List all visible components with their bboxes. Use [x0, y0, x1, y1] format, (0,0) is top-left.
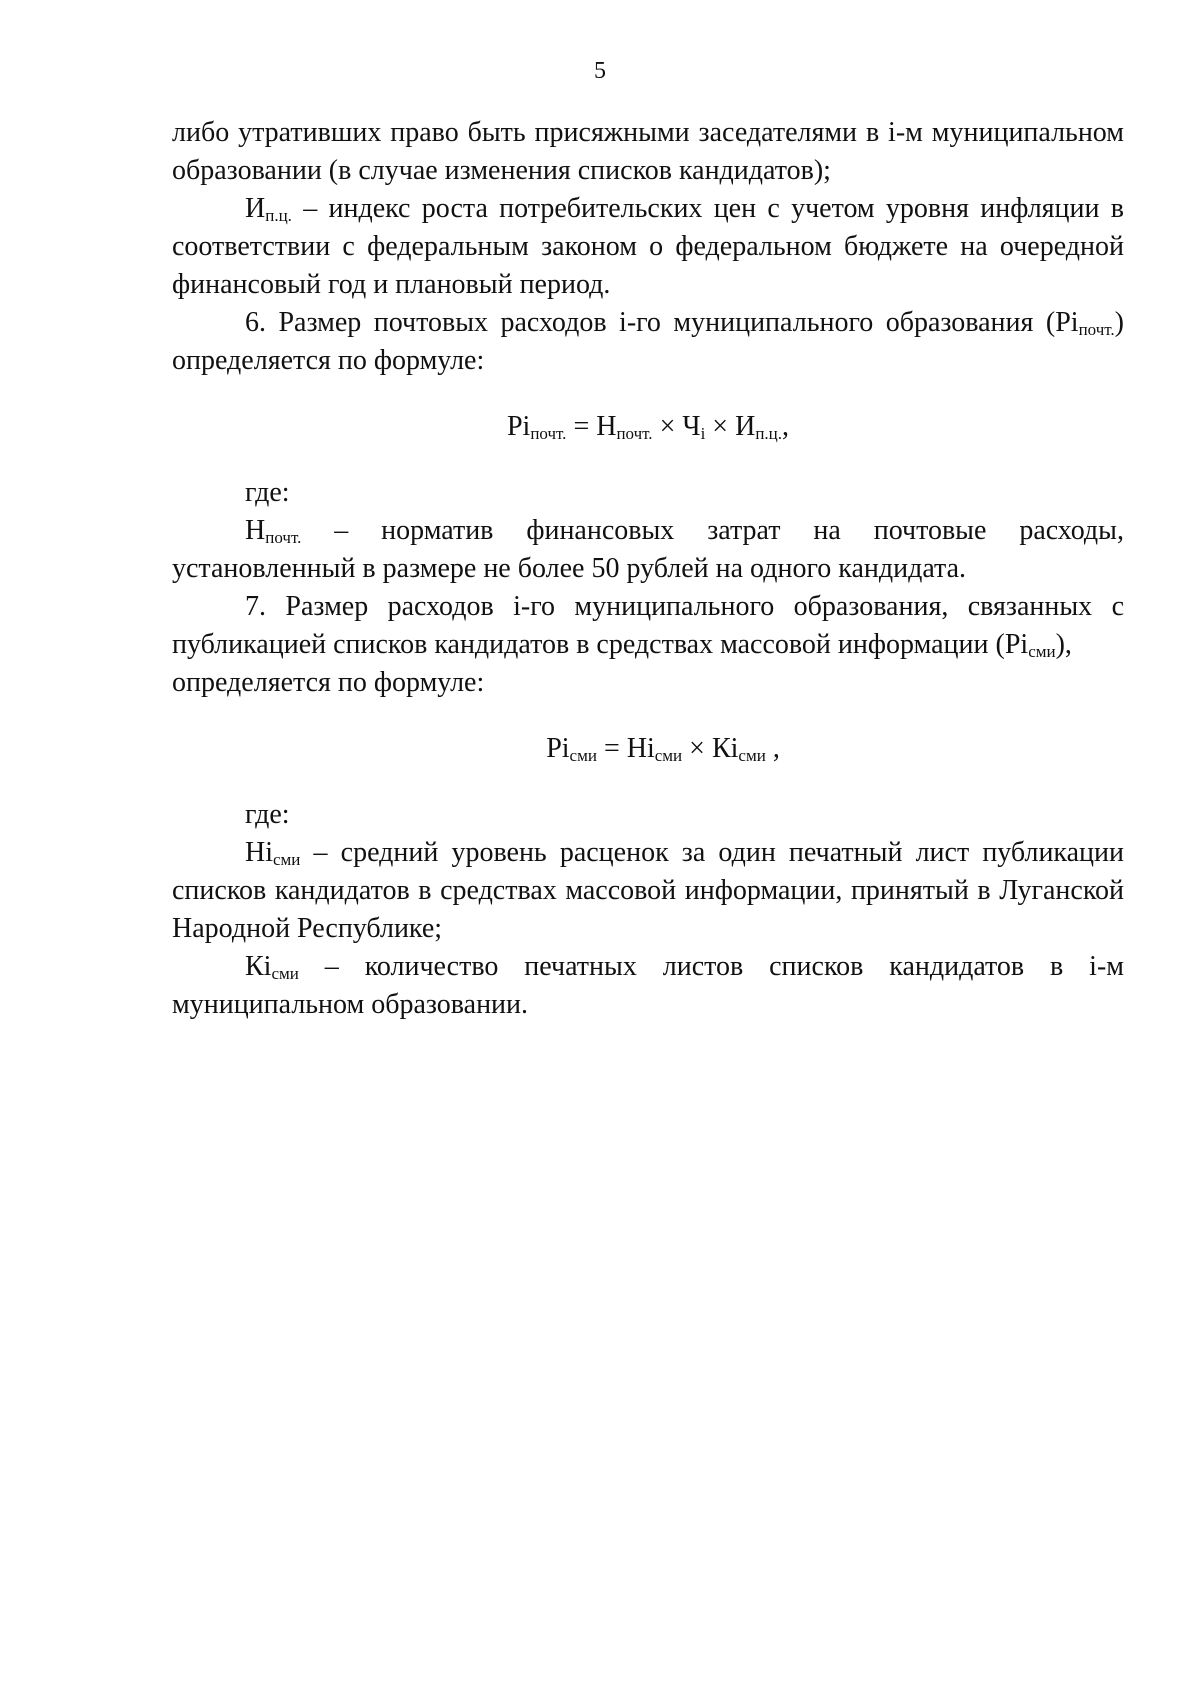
media-rate-text: – средний уровень расценок за один печатный лист публикации списков кандидатов в средствах массовой информации, принятый в Луганской Народной Республике;	[172, 837, 1124, 944]
paragraph-media-sheets-tail: муниципальном образовании.	[172, 989, 529, 1020]
cpi-subscript: п.ц.	[265, 206, 292, 225]
formula-media-term: = Нi	[596, 733, 655, 764]
item-7-subscript: сми	[1028, 642, 1056, 661]
formula-postal	[172, 408, 1124, 446]
where-label: где:	[245, 477, 290, 508]
formula-media-sub: сми	[738, 746, 766, 765]
formula-media	[172, 730, 1124, 768]
formula-postal-term: = Н	[566, 411, 617, 442]
paragraph-media-rate	[172, 834, 1124, 948]
formula-postal-term: × Ч	[652, 411, 701, 442]
paragraph-postal-norm-tail: установленный в размере не более 50 рублей на одного кандидата.	[172, 553, 967, 584]
item-6-text: 6. Размер почтовых расходов i-го муниципального образования (Рi	[245, 307, 1079, 338]
paragraph-cpi-definition	[172, 190, 1124, 304]
paragraph-item-7	[172, 588, 1124, 664]
where-label: где:	[245, 799, 290, 830]
formula-postal-term: Рi	[506, 411, 531, 442]
media-rate-subscript: сми	[273, 850, 301, 869]
paragraph-item-7-tail: определяется по формуле:	[172, 667, 485, 698]
formula-media-term: × Кi	[682, 733, 739, 764]
formula-postal-sub: п.ц.	[755, 424, 783, 443]
formula-media-term: Рi	[546, 733, 570, 764]
cpi-symbol: И	[245, 193, 266, 224]
media-sheets-text: – количество печатных листов списков кандидатов в i-м	[298, 951, 1124, 982]
formula-media-sub: сми	[654, 746, 683, 765]
formula-postal-term: × И	[705, 411, 756, 442]
paragraph-continuation: либо утративших право быть присяжными заседателями в i-м муниципальном образовании (в случае изменения списков кандидатов);	[172, 117, 1124, 186]
item-7-text: 7. Размер расходов i-го муниципального образования, связанных с публикацией списков кандидатов в средствах массовой информации (Рi	[172, 591, 1124, 660]
item-6-end: )	[1114, 307, 1124, 338]
formula-postal-sub: i	[700, 424, 706, 443]
document-body	[172, 114, 1124, 1024]
paragraph-item-6-tail: определяется по формуле:	[172, 345, 485, 376]
postal-norm-subscript: почт.	[265, 528, 302, 547]
cpi-text: – индекс роста потребительских цен с учетом уровня инфляции в соответствии с федеральным законом о федеральном бюджете на очередной финансовый год и плановый период.	[172, 193, 1124, 300]
postal-norm-symbol: Н	[245, 515, 266, 546]
formula-postal-term: ,	[782, 411, 790, 442]
media-sheets-subscript: сми	[271, 964, 299, 983]
paragraph-item-6	[172, 304, 1124, 342]
page-number: 5	[594, 58, 606, 84]
paragraph-media-sheets	[172, 948, 1124, 986]
postal-norm-text: – норматив финансовых затрат на почтовые расходы,	[301, 515, 1124, 546]
formula-postal-sub: почт.	[530, 424, 567, 443]
paragraph-postal-norm	[172, 512, 1124, 550]
formula-postal-sub: почт.	[616, 424, 653, 443]
item-7-end: ),	[1055, 629, 1072, 660]
media-sheets-symbol: Кi	[245, 951, 272, 982]
formula-media-sub: сми	[569, 746, 597, 765]
media-rate-symbol: Нi	[245, 837, 273, 868]
item-6-subscript: почт.	[1078, 320, 1115, 339]
formula-media-term: ,	[765, 733, 780, 764]
